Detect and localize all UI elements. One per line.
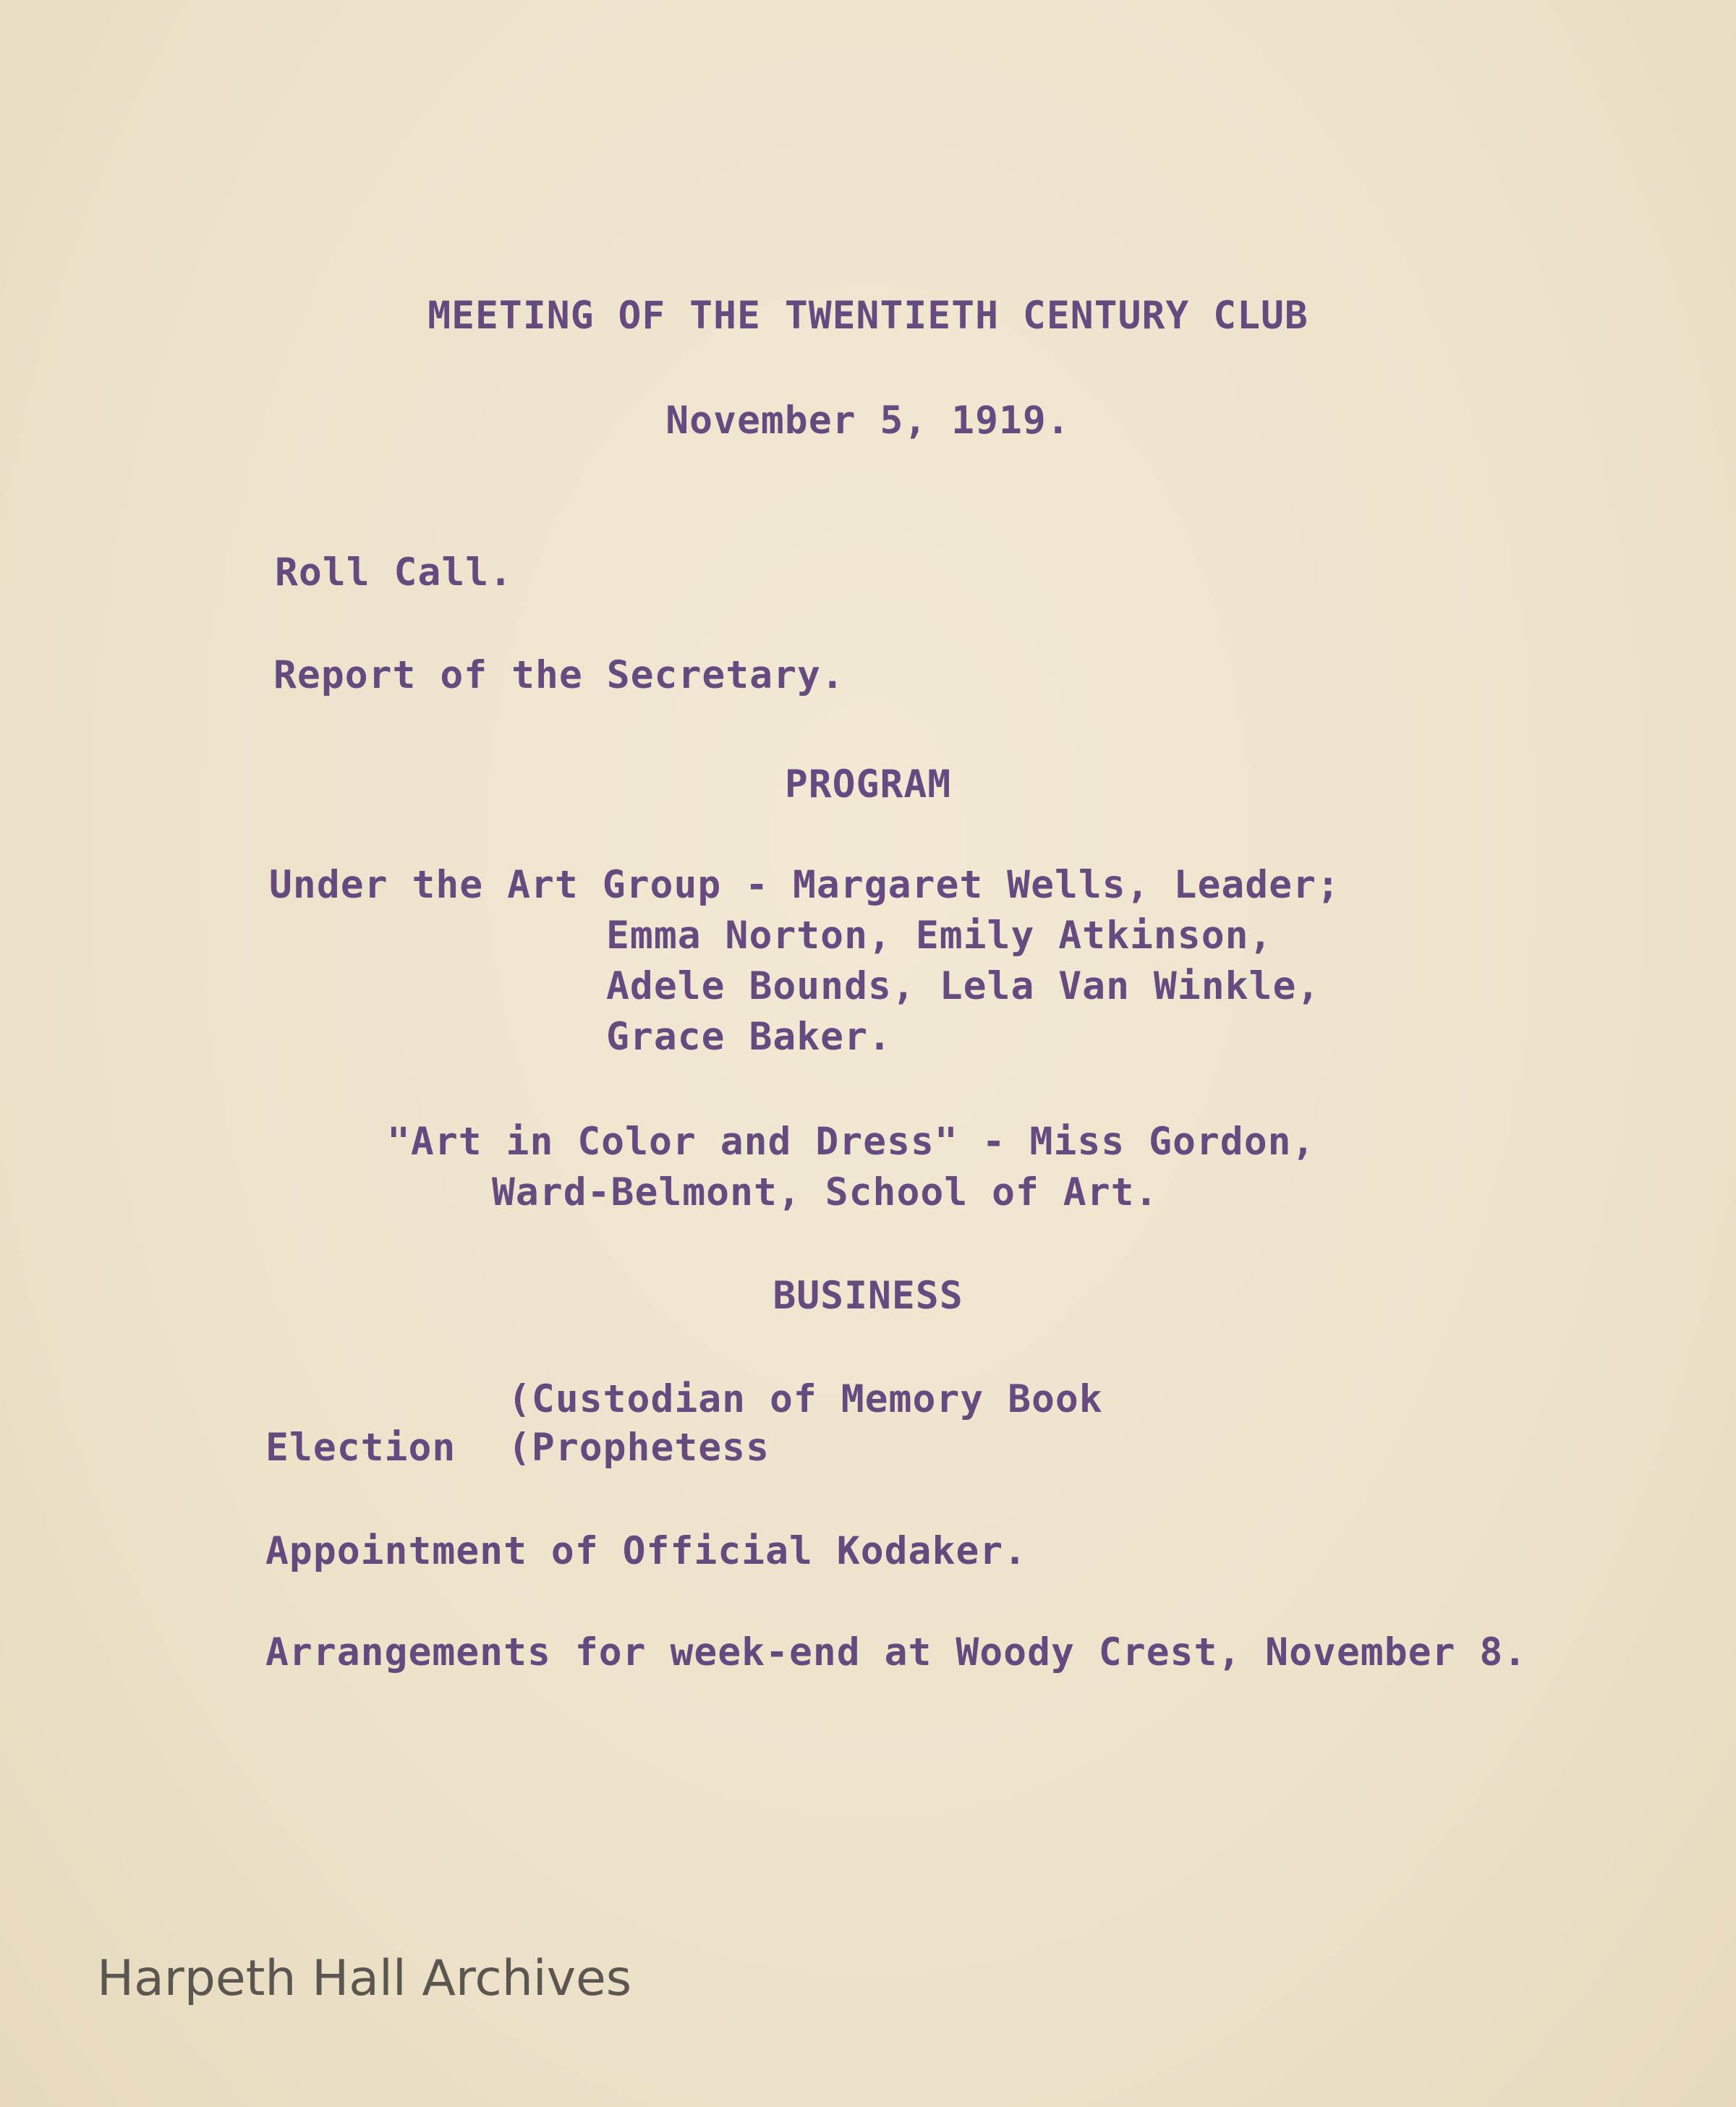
program-group-line: Emma Norton, Emily Atkinson, bbox=[606, 914, 1273, 958]
election-item: (Prophetess bbox=[508, 1426, 770, 1470]
program-talk-line: "Art in Color and Dress" - Miss Gordon, bbox=[387, 1120, 1316, 1164]
election-item: (Custodian of Memory Book bbox=[508, 1377, 1103, 1421]
roll-call: Roll Call. bbox=[275, 550, 514, 595]
program-group-line: Adele Bounds, Lela Van Winkle, bbox=[606, 964, 1321, 1008]
election-label: Election bbox=[265, 1426, 456, 1470]
program-heading: PROGRAM bbox=[784, 762, 952, 806]
archive-watermark: Harpeth Hall Archives bbox=[97, 1950, 632, 2007]
meeting-date: November 5, 1919. bbox=[665, 399, 1071, 443]
document-title: MEETING OF THE TWENTIETH CENTURY CLUB bbox=[427, 294, 1309, 338]
business-heading: BUSINESS bbox=[773, 1274, 963, 1318]
program-group-line: Grace Baker. bbox=[606, 1015, 892, 1059]
secretary-report: Report of the Secretary. bbox=[273, 653, 845, 697]
program-talk-line: Ward-Belmont, School of Art. bbox=[492, 1170, 1159, 1214]
arrangements: Arrangements for week-end at Woody Crest, November 8. bbox=[265, 1630, 1528, 1674]
appointment: Appointment of Official Kodaker. bbox=[265, 1529, 1028, 1573]
program-group-line: Under the Art Group - Margaret Wells, Leader; bbox=[269, 863, 1340, 907]
